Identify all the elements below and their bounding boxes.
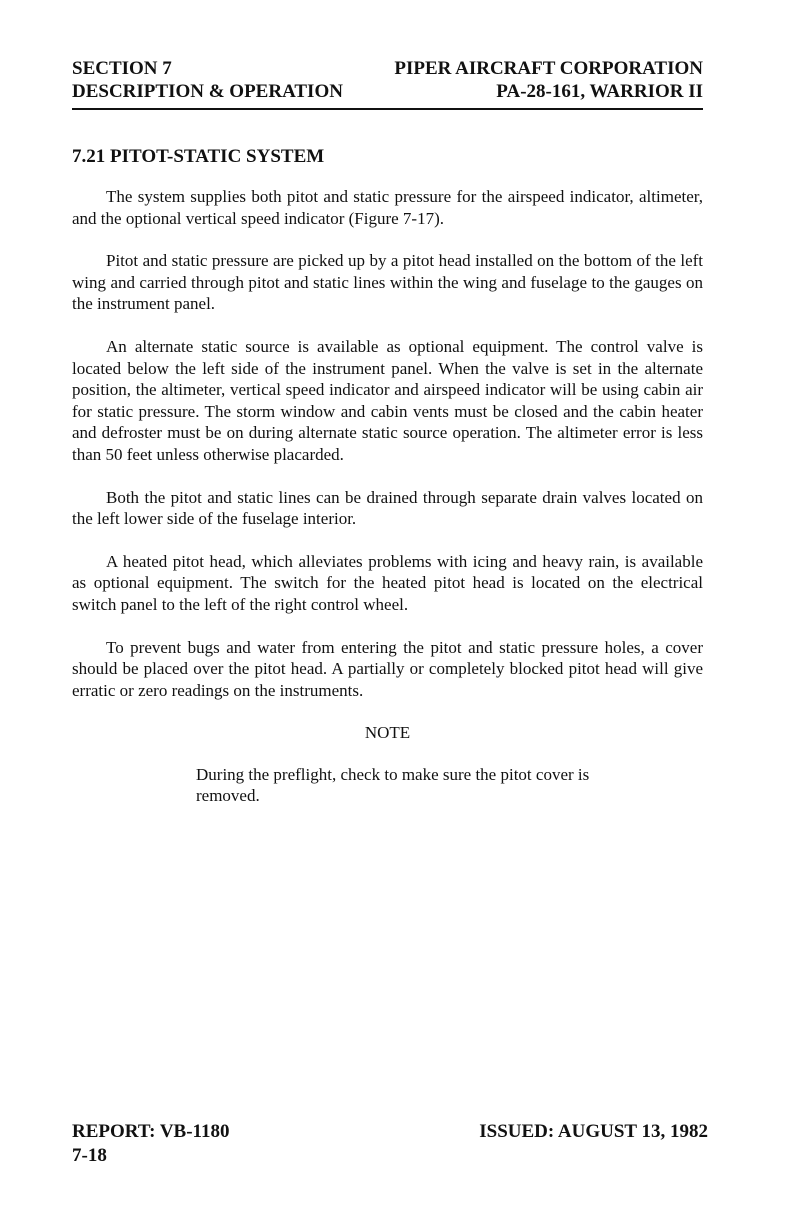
header-section-title: DESCRIPTION & OPERATION bbox=[72, 81, 343, 102]
paragraph: Pitot and static pressure are picked up by a pitot head installed on the bottom of the left wing and carried through pitot and static lines within the wing and fuselage to the gauges on the instrument panel. bbox=[72, 251, 703, 314]
header-company-name: PIPER AIRCRAFT CORPORATION bbox=[394, 58, 703, 79]
header-divider bbox=[72, 108, 703, 110]
header-aircraft-model: PA-28-161, WARRIOR II bbox=[496, 81, 703, 102]
paragraph: To prevent bugs and water from entering the pitot and static pressure holes, a cover should be placed over the pitot head. A partially or completely blocked pitot head will give erratic or zero readings on the instruments. bbox=[72, 637, 703, 700]
section-heading: 7.21 PITOT-STATIC SYSTEM bbox=[72, 146, 325, 167]
paragraph: A heated pitot head, which alleviates problems with icing and heavy rain, is available as optional equipment. The switch for the heated pitot head is located on the electrical switch panel to the left of the right control wheel. bbox=[72, 551, 703, 614]
header-row-1 bbox=[72, 57, 703, 80]
paragraph: An alternate static source is available as optional equipment. The control valve is located below the left side of the instrument panel. When the valve is set in the alternate position, the altimeter, vertical speed indicator and airspeed indicator will be using cabin air for static pressure. The storm window and cabin vents must be closed and the cabin heater and defroster must be on during alternate static source operation. The altimeter error is less than 50 feet unless otherwise placarded. bbox=[72, 336, 703, 464]
paragraph: Both the pitot and static lines can be drained through separate drain valves located on the left lower side of the fuselage interior. bbox=[72, 487, 703, 529]
paragraph: The system supplies both pitot and static pressure for the airspeed indicator, altimeter, and the optional vertical speed indicator (Figure 7-17). bbox=[72, 187, 703, 228]
note-label: NOTE bbox=[364, 723, 411, 743]
header-section-label: SECTION 7 bbox=[72, 58, 172, 79]
note-text: During the preflight, check to make sure the pitot cover is removed. bbox=[196, 764, 590, 806]
page-number: 7-18 bbox=[72, 1145, 107, 1166]
issue-date: ISSUED: AUGUST 13, 1982 bbox=[479, 1121, 708, 1142]
page-footer bbox=[72, 1120, 708, 1168]
report-number: REPORT: VB-1180 bbox=[72, 1121, 230, 1142]
header-row-2 bbox=[72, 80, 703, 103]
page-header bbox=[72, 57, 703, 103]
section-body bbox=[72, 186, 703, 807]
footer-row bbox=[72, 1120, 708, 1144]
